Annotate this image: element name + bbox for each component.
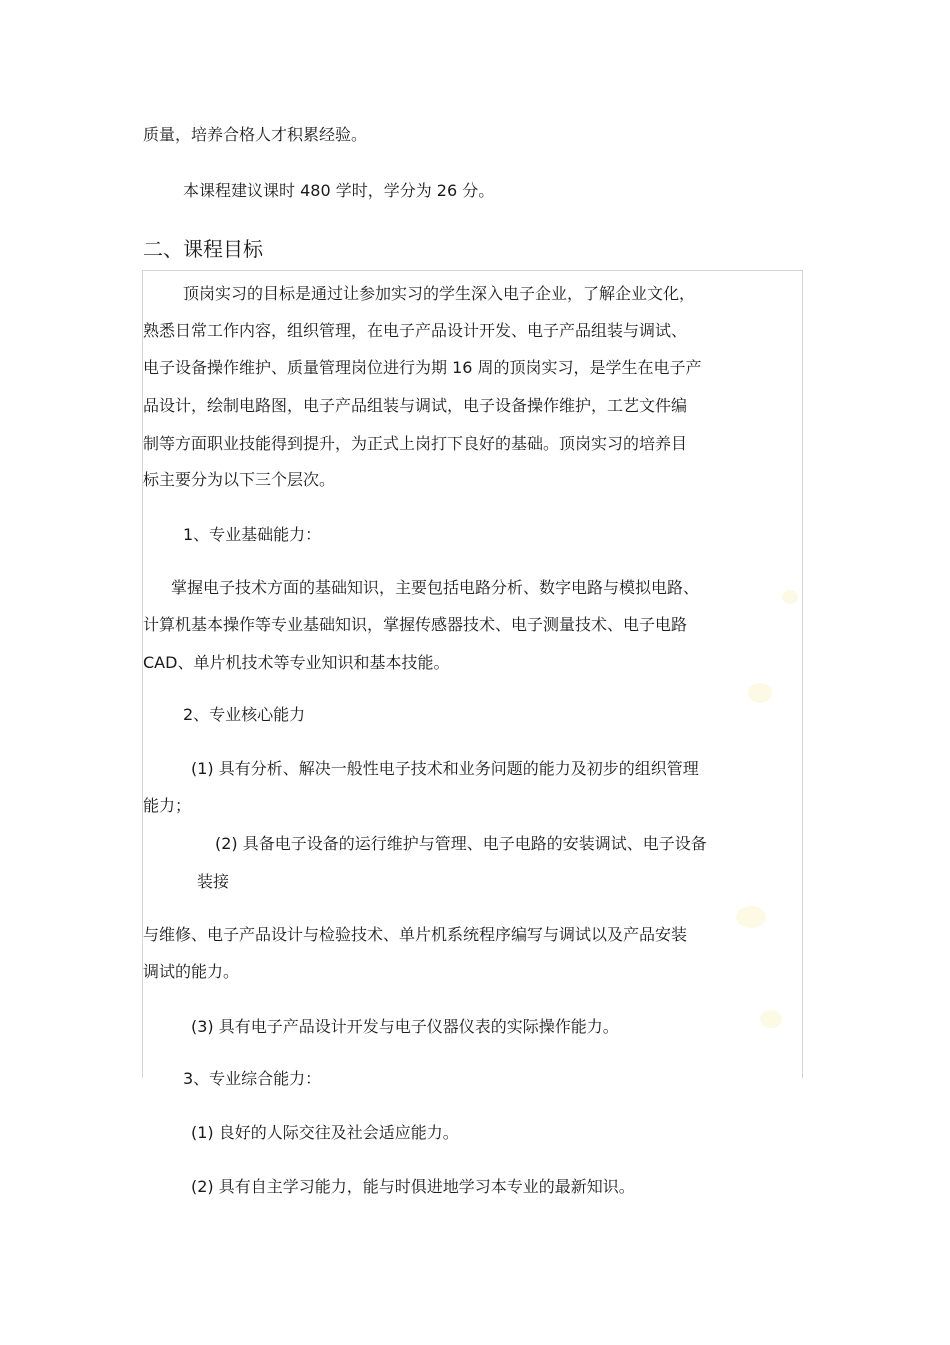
paragraph-line: 熟悉日常工作内容，组织管理，在电子产品设计开发、电子产品组装与调试、 xyxy=(143,321,688,340)
content-frame xyxy=(142,270,803,1078)
paragraph-line: 本课程建议课时 480 学时，学分为 26 分。 xyxy=(183,181,495,200)
subheading: 2、专业核心能力 xyxy=(183,705,306,724)
paragraph-line: (1) 良好的人际交往及社会适应能力。 xyxy=(191,1123,459,1142)
paragraph-line: 掌握电子技术方面的基础知识，主要包括电路分析、数字电路与模拟电路、 xyxy=(171,578,700,597)
paragraph-line: 质量，培养合格人才积累经验。 xyxy=(143,125,368,144)
paragraph-line: 制等方面职业技能得到提升，为正式上岗打下良好的基础。顶岗实习的培养目 xyxy=(143,434,688,453)
paragraph-line: (3) 具有电子产品设计开发与电子仪器仪表的实际操作能力。 xyxy=(191,1017,619,1036)
section-heading: 二、课程目标 xyxy=(143,237,263,261)
subheading: 1、专业基础能力： xyxy=(183,525,322,544)
paragraph-line: 电子设备操作维护、质量管理岗位进行为期 16 周的顶岗实习，是学生在电子产 xyxy=(143,358,702,377)
paragraph-line: 品设计，绘制电路图，电子产品组装与调试，电子设备操作维护，工艺文件编 xyxy=(143,396,688,415)
paragraph-line: (2) 具备电子设备的运行维护与管理、电子电路的安装调试、电子设备 xyxy=(215,834,707,853)
paragraph-line: (1) 具有分析、解决一般性电子技术和业务问题的能力及初步的组织管理 xyxy=(191,759,699,778)
subheading: 3、专业综合能力： xyxy=(183,1069,322,1088)
paragraph-line: 装接 xyxy=(197,872,230,891)
smudge-mark xyxy=(782,590,798,604)
paragraph-line: 与维修、电子产品设计与检验技术、单片机系统程序编写与调试以及产品安装 xyxy=(143,925,688,944)
paragraph-line: 顶岗实习的目标是通过让参加实习的学生深入电子企业，了解企业文化， xyxy=(183,284,696,303)
paragraph-line: CAD、单片机技术等专业知识和基本技能。 xyxy=(143,653,450,672)
paragraph-line: 能力； xyxy=(143,796,192,815)
smudge-mark xyxy=(760,1010,782,1028)
smudge-mark xyxy=(748,683,772,703)
paragraph-line: (2) 具有自主学习能力，能与时俱进地学习本专业的最新知识。 xyxy=(191,1177,635,1196)
paragraph-line: 计算机基本操作等专业基础知识，掌握传感器技术、电子测量技术、电子电路 xyxy=(143,615,688,634)
paragraph-line: 调试的能力。 xyxy=(143,962,240,981)
paragraph-line: 标主要分为以下三个层次。 xyxy=(143,470,336,489)
smudge-mark xyxy=(736,906,766,928)
